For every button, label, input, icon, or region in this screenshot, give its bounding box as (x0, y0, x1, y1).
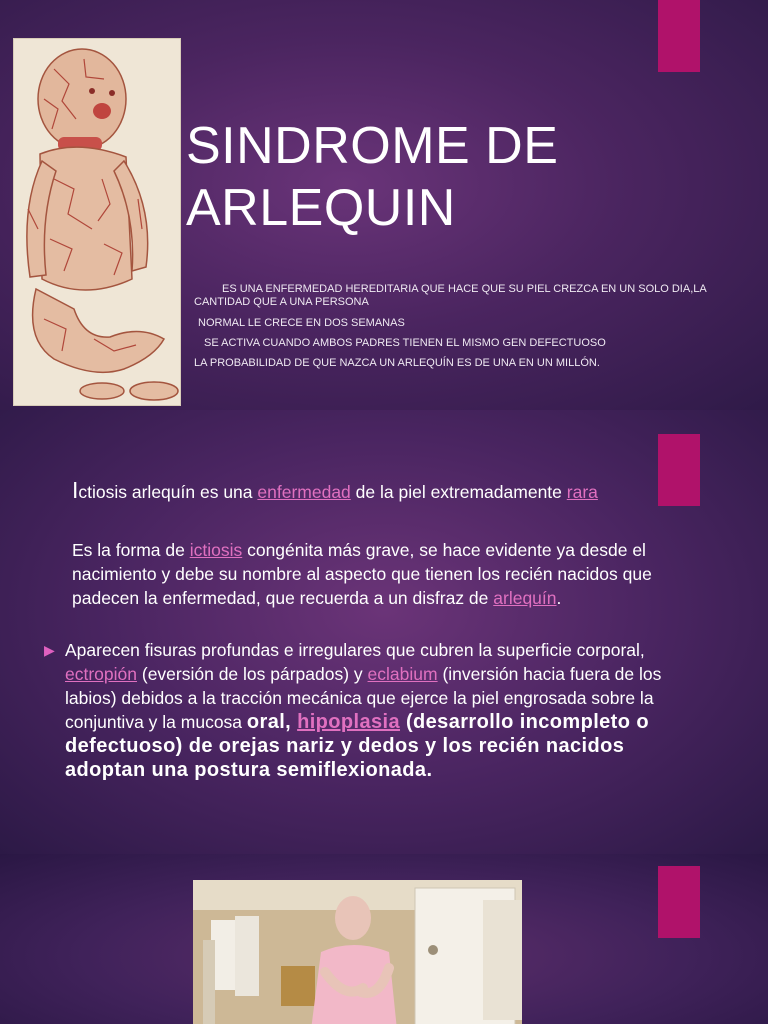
slide-1 (0, 0, 768, 410)
text: . (556, 588, 562, 608)
bullet-item (44, 638, 684, 782)
intro-line-4: LA PROBABILIDAD DE QUE NAZCA UN ARLEQUÍN ES DE UNA EN UN MILLÓN. (194, 357, 600, 369)
title-line-1: SINDROME DE (186, 117, 559, 175)
patient-photo (193, 880, 522, 1024)
title-line-2: ARLEQUIN (186, 179, 456, 237)
link-hipoplasia[interactable]: hipoplasia (297, 711, 401, 733)
intro-line-2: NORMAL LE CRECE EN DOS SEMANAS (198, 317, 405, 329)
intro-line-3: SE ACTIVA CUANDO AMBOS PADRES TIENEN EL MISMO GEN DEFECTUOSO (204, 337, 606, 349)
accent-bar (658, 0, 700, 72)
harlequin-baby-illustration (13, 38, 181, 406)
bullet-text (65, 638, 684, 782)
text: Aparecen fisuras profundas e irregulares que cubren la superficie corporal, (65, 640, 645, 660)
link-arlequin[interactable]: arlequín (493, 588, 557, 608)
accent-bar (658, 866, 700, 938)
triangle-bullet-icon: ▶ (44, 642, 55, 658)
slide-3 (0, 854, 768, 1024)
paragraph-ictiosis-intro (72, 478, 712, 504)
illustration-drawing (14, 39, 180, 405)
link-ectropion[interactable]: ectropión (65, 664, 137, 684)
text: (eversión de los párpados) y (137, 664, 368, 684)
text: ctiosis arlequín es una (78, 482, 258, 502)
slide-title (186, 115, 656, 239)
text-bold: oral, (246, 711, 298, 733)
drop-cap: I (72, 477, 79, 503)
intro-text (194, 283, 734, 377)
link-enfermedad[interactable]: enfermedad (257, 482, 351, 502)
text-bold: (desarrollo incompleto o defectuoso) de orejas nariz y dedos y los recién nacidos adoptan una postura semiflexionada. (65, 711, 649, 781)
text: (inversión hacia fuera de los labios) debidos a la tracción mecánica que ejerce la piel engrosada sobre la conjuntiva y la mucosa (65, 664, 662, 732)
link-rara[interactable]: rara (566, 482, 598, 502)
link-eclabium[interactable]: eclabium (367, 664, 438, 684)
intro-line-1: ES UNA ENFERMEDAD HEREDITARIA QUE HACE QUE SU PIEL CREZCA EN UN SOLO DIA,LA CANTIDAD QUE A UNA PERSONA (194, 283, 707, 308)
slide-2 (0, 410, 768, 854)
paragraph-ictiosis-description (72, 538, 712, 610)
text: Es la forma de (72, 540, 190, 560)
text: congénita más grave, se hace evidente ya desde el nacimiento y debe su nombre al aspecto que tienen los recién nacidos que padecen la enfermedad, que recuerda a un disfraz de (72, 540, 652, 608)
photo-drawing (193, 880, 522, 1024)
link-ictiosis[interactable]: ictiosis (189, 540, 243, 560)
text: de la piel extremadamente (350, 482, 567, 502)
